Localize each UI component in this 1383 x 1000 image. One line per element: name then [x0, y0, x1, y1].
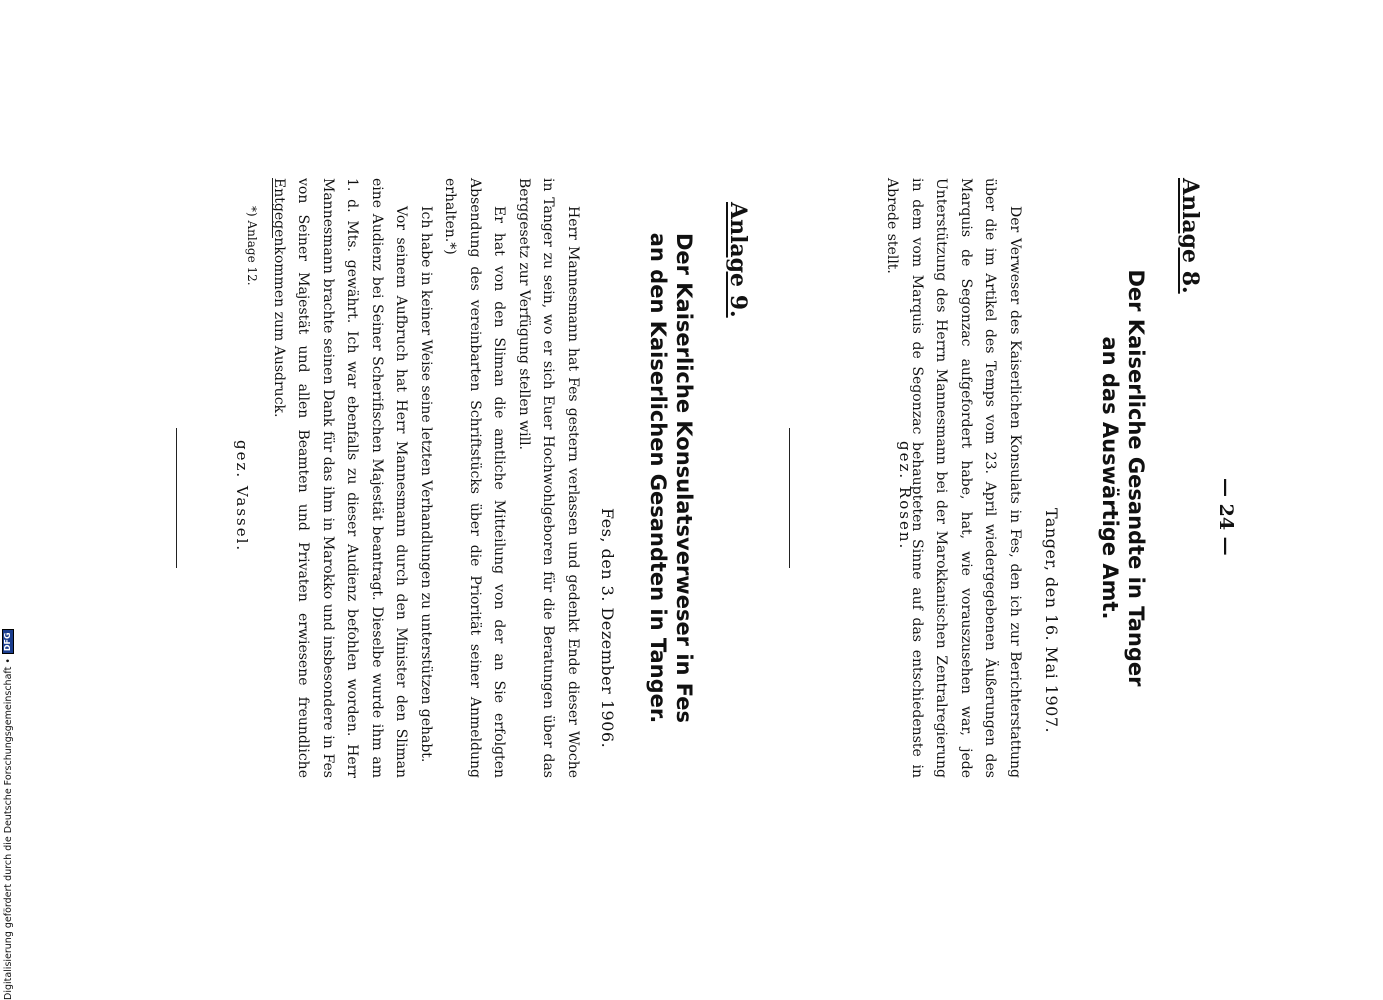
- anlage-9-paragraph-1: Herr Mannesmann hat Fes gestern verlassen und gedenkt Ende dieser Woche in Tanger zu sein, wo er sich Euer Hochwohlgeboren für die Beratungen über das Berggesetz zur Verfügung stellen will.: [516, 178, 581, 778]
- anlage-9-heading-line1: Der Kaiserliche Konsulatsverweser in Fes: [672, 232, 696, 724]
- anlage-9-label: Anlage 9.: [725, 202, 751, 318]
- anlage-8-paragraph-text: Der Verweser des Kaiserlichen Konsulats in Fes, den ich zur Berichterstattung über die im Artikel des Temps vom 23. April wiedergegebenen Äußerungen des Marquis de Segonzac aufgefordert habe, hat, wie vorauszusehen war, jede Unterstützung des Herrn Mannesmann bei der Marokkanischen Zentralregierung in dem vom Marquis de Segonzac behaupteten Sinne auf das entschiedenste in Abrede stellt.: [884, 178, 1023, 778]
- anlage-9-paragraph-3: Ich habe in keiner Weise seine letzten Verhandlungen zu unterstützen gehabt.: [418, 206, 434, 763]
- dfg-logo-icon: DFG: [2, 629, 14, 654]
- anlage-8-place-date: Tanger, den 16. Mai 1907.: [1042, 508, 1061, 734]
- signature-divider: [176, 428, 177, 568]
- anlage-8-signature: gez. Rosen.: [896, 441, 914, 551]
- anlage-9-heading-line2: an den Kaiserlichen Gesandten in Tanger.: [646, 232, 670, 724]
- digitization-credit: [2, 610, 14, 1000]
- digitization-credit-text: Digitalisierung gefördert durch die Deutsche Forschungsgemeinschaft •: [2, 658, 14, 1000]
- document-page: [233, 178, 1237, 828]
- footnote-rule: [272, 178, 273, 238]
- anlage-9-place-date: Fes, den 3. Dezember 1906.: [598, 508, 617, 749]
- anlage-9-signature: gez. Vassel.: [233, 440, 251, 553]
- page-number: — 24 —: [1215, 478, 1237, 556]
- anlage-8-heading-line1: Der Kaiserliche Gesandte in Tanger: [1124, 269, 1148, 687]
- footnote: *) Anlage 12.: [245, 206, 259, 286]
- anlage-8-heading-line2: an das Auswärtige Amt.: [1098, 336, 1122, 620]
- anlage-8-label: Anlage 8.: [1177, 178, 1203, 294]
- anlage-9-paragraph-2: Er hat von den Sliman die amtliche Mitteilung von der an Sie erfolgten Absendung des vereinbarten Schriftstücks über die Priorität seiner Anmeldung erhalten.*): [442, 178, 508, 778]
- section-divider: [789, 428, 790, 568]
- anlage-9-body: [267, 178, 586, 778]
- anlage-9-paragraph-4: Vor seinem Aufbruch hat Herr Mannesmann durch den Minister den Sliman eine Audienz bei Seiner Scherifischen Majestät beantragt. Dieselbe wurde ihm am 1. d. Mts. gewährt. Ich war ebenfalls zu dieser Audienz befohlen worden. Herr Mannesmann brachte seinen Dank für das ihm in Marokko und insbesondere in Fes von Seiner Majestät und allen Beamten und Privaten erwiesene freundliche Entgegenkommen zum Ausdruck.: [271, 178, 410, 778]
